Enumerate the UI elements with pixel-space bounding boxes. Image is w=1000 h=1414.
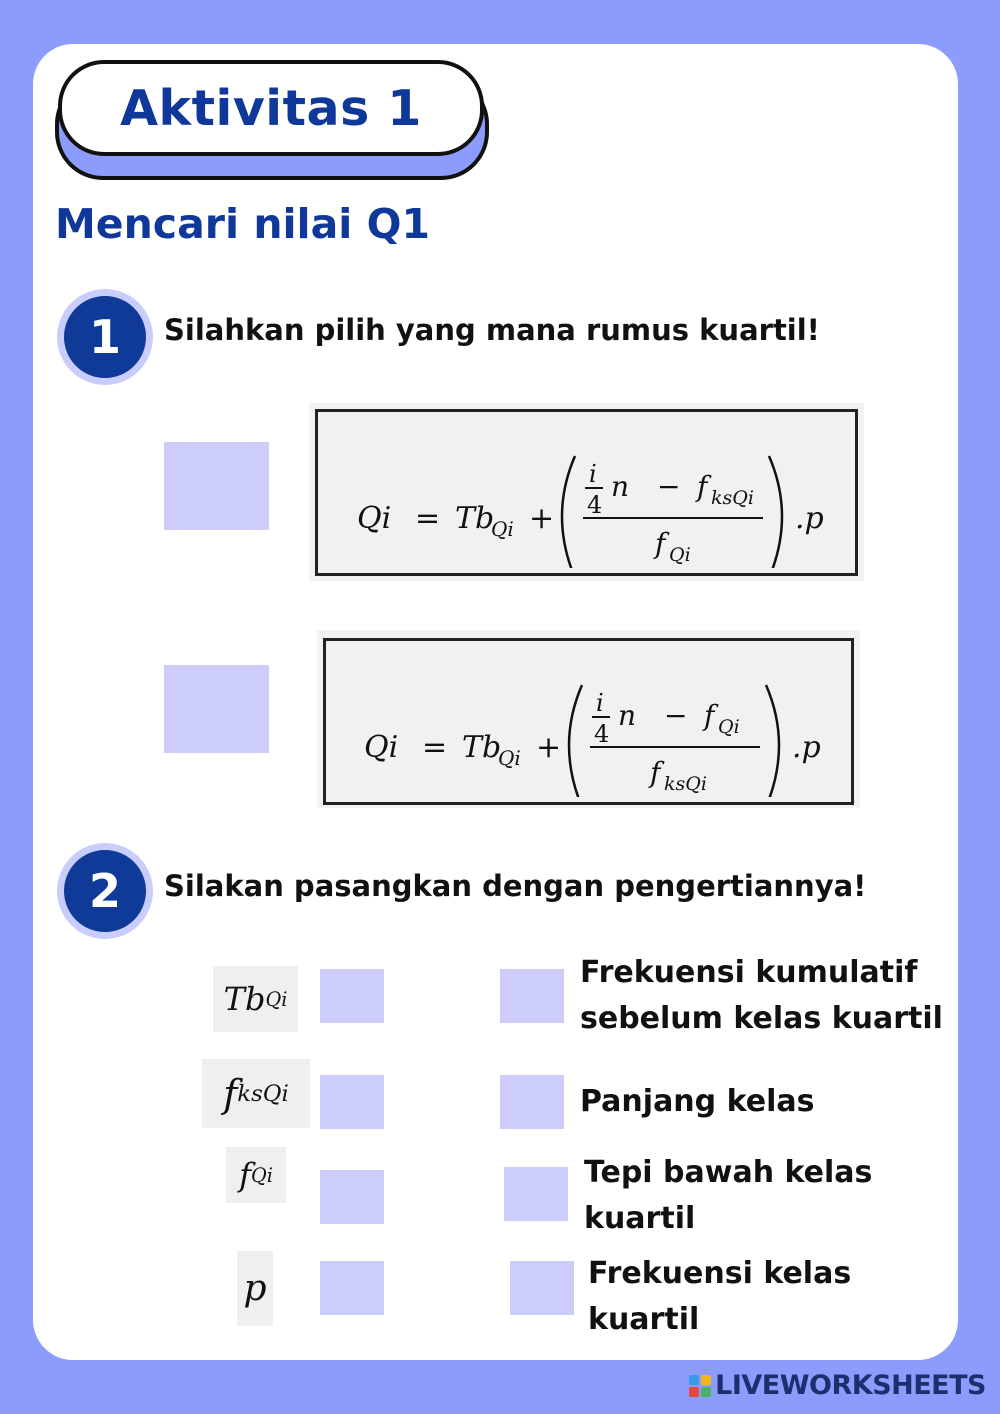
symbol-tb-qi bbox=[213, 966, 298, 1032]
formula-1-tb-sub: Qi bbox=[490, 516, 514, 541]
symbol-tb-qi-sub: Qi bbox=[265, 987, 288, 1011]
symbol-f-qi-base: f bbox=[239, 1156, 251, 1194]
definition-4 bbox=[588, 1251, 851, 1343]
formula-1-minus: − bbox=[656, 469, 680, 503]
formula-2-four: 4 bbox=[593, 719, 609, 748]
formula-1-n: n bbox=[610, 469, 629, 503]
formula-1-answer-box[interactable] bbox=[164, 442, 269, 530]
symbol-f-ksqi-sub: ksQi bbox=[237, 1080, 289, 1107]
formula-1-i: i bbox=[588, 459, 597, 488]
formula-1-denom-sub: Qi bbox=[668, 543, 691, 566]
formula-1-tail: .p bbox=[794, 500, 824, 536]
definition-answer-box-2[interactable] bbox=[500, 1075, 564, 1129]
footer-brand: LIVEWORKSHEETS bbox=[715, 1370, 986, 1401]
svg-text:=: = bbox=[414, 500, 440, 536]
definition-3 bbox=[584, 1150, 872, 1242]
svg-text:+: + bbox=[528, 500, 554, 536]
formula-1-denom-f: f bbox=[654, 526, 665, 560]
formula-2-denom-sub: ksQi bbox=[663, 772, 707, 795]
title-pill bbox=[58, 60, 484, 156]
formula-2-minus: − bbox=[663, 698, 687, 732]
formula-2-expression bbox=[344, 647, 834, 797]
formula-2-tb: Tb bbox=[461, 729, 501, 765]
definition-4-line2: kuartil bbox=[588, 1302, 700, 1337]
svg-text:+: + bbox=[535, 729, 561, 765]
liveworksheets-logo bbox=[689, 1370, 986, 1401]
symbol-answer-box-4[interactable] bbox=[320, 1261, 384, 1315]
formula-1 bbox=[315, 409, 858, 576]
step-2-instruction: Silakan pasangkan dengan pengertiannya! bbox=[164, 869, 867, 903]
symbol-f-qi bbox=[226, 1147, 286, 1203]
definition-2 bbox=[580, 1079, 814, 1125]
symbol-answer-box-2[interactable] bbox=[320, 1075, 384, 1129]
formula-1-lhs: Qi bbox=[356, 500, 391, 536]
step-1-badge: 1 bbox=[57, 289, 153, 385]
formula-2-answer-box[interactable] bbox=[164, 665, 269, 753]
formula-2-lhs: Qi bbox=[363, 729, 398, 765]
page-subtitle: Mencari nilai Q1 bbox=[55, 200, 430, 248]
definition-answer-box-3[interactable] bbox=[504, 1167, 568, 1221]
definition-2-line1: Panjang kelas bbox=[580, 1084, 815, 1119]
formula-1-four: 4 bbox=[586, 490, 602, 519]
formula-1-numer-f: f bbox=[696, 469, 707, 503]
symbol-answer-box-3[interactable] bbox=[320, 1170, 384, 1224]
definition-1-line1: Frekuensi kumulatif bbox=[580, 955, 918, 990]
formula-1-numer-sub: ksQi bbox=[710, 486, 754, 509]
formula-1-tb: Tb bbox=[454, 500, 494, 536]
symbol-answer-box-1[interactable] bbox=[320, 969, 384, 1023]
formula-2-numer-sub: Qi bbox=[717, 715, 740, 738]
formula-2-i: i bbox=[595, 688, 604, 717]
svg-text:=: = bbox=[421, 729, 447, 765]
definition-1-line2: sebelum kelas kuartil bbox=[580, 1001, 943, 1036]
symbol-f-ksqi-base: f bbox=[223, 1071, 238, 1116]
symbol-p-base: p bbox=[243, 1268, 267, 1309]
symbol-tb-qi-base: Tb bbox=[223, 980, 266, 1018]
formula-1-expression bbox=[337, 418, 837, 568]
definition-1 bbox=[580, 950, 943, 1042]
page-title: Aktivitas 1 bbox=[120, 79, 422, 137]
symbol-f-qi-sub: Qi bbox=[250, 1163, 273, 1187]
step-1-instruction: Silahkan pilih yang mana rumus kuartil! bbox=[164, 313, 820, 347]
definition-4-line1: Frekuensi kelas bbox=[588, 1256, 852, 1291]
definition-3-line1: Tepi bawah kelas bbox=[584, 1155, 873, 1190]
formula-2-tb-sub: Qi bbox=[497, 745, 521, 770]
step-2-badge: 2 bbox=[57, 843, 153, 939]
symbol-p bbox=[237, 1251, 273, 1326]
definition-answer-box-4[interactable] bbox=[510, 1261, 574, 1315]
formula-2-n: n bbox=[617, 698, 636, 732]
formula-2 bbox=[323, 638, 854, 805]
liveworksheets-logo-icon bbox=[689, 1375, 711, 1397]
formula-2-numer-f: f bbox=[703, 698, 714, 732]
formula-2-tail: .p bbox=[791, 729, 821, 765]
symbol-f-ksqi bbox=[202, 1059, 310, 1128]
definition-3-line2: kuartil bbox=[584, 1201, 696, 1236]
formula-2-denom-f: f bbox=[649, 755, 660, 789]
definition-answer-box-1[interactable] bbox=[500, 969, 564, 1023]
